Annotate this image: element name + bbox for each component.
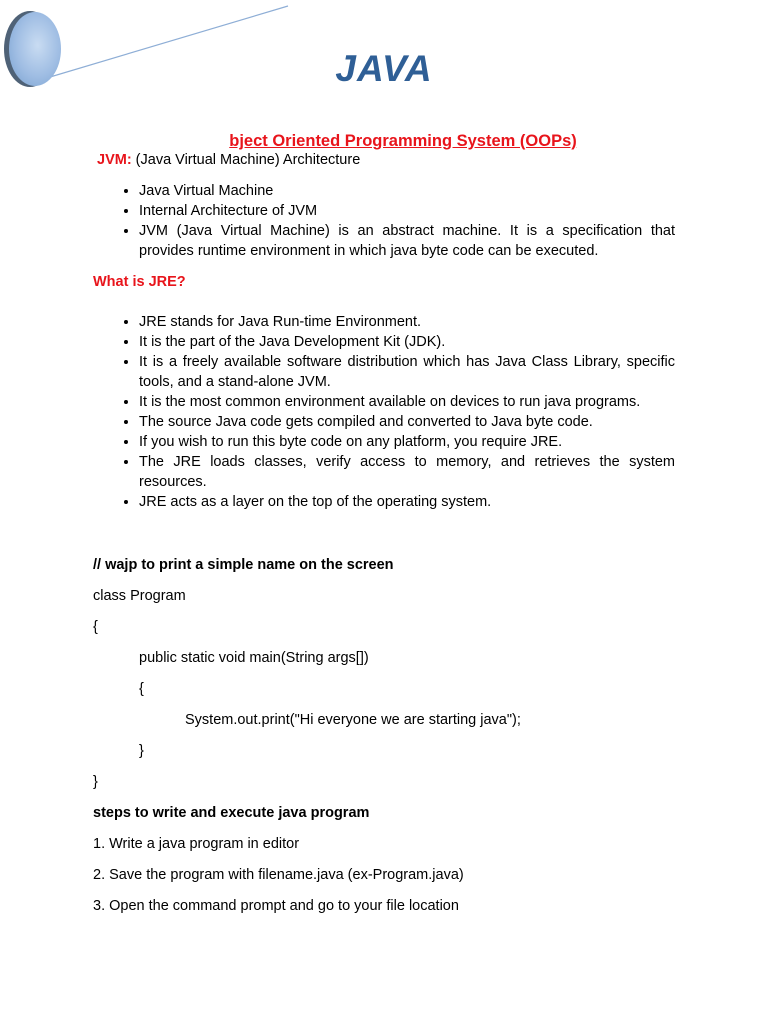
- list-item: • JVM (Java Virtual Machine) is an abstract machine. It is a specification that provides runtime environment in which java byte code can be executed.: [139, 221, 675, 261]
- document-title: JAVA: [335, 48, 433, 89]
- code-line: }: [139, 743, 144, 759]
- step-item: 1. Write a java program in editor: [93, 836, 300, 852]
- document-body: [93, 150, 675, 916]
- section-heading: bject Oriented Programming System (OOPs): [229, 132, 577, 150]
- list-item: • It is the most common environment available on devices to run java programs.: [139, 392, 675, 412]
- jre-bullet-list: [93, 312, 675, 512]
- list-item: • The JRE loads classes, verify access to memory, and retrieves the system resources.: [139, 452, 675, 492]
- list-item: • The source Java code gets compiled and converted to Java byte code.: [139, 412, 675, 432]
- jre-heading: What is JRE?: [93, 274, 186, 290]
- code-line: System.out.print("Hi everyone we are starting java");: [185, 712, 521, 728]
- list-item: • Java Virtual Machine: [139, 181, 675, 201]
- code-comment: // wajp to print a simple name on the screen: [93, 557, 394, 573]
- step-item: 2. Save the program with filename.java (ex-Program.java): [93, 867, 464, 883]
- jvm-label: JVM:: [97, 152, 132, 168]
- list-item: • Internal Architecture of JVM: [139, 201, 675, 221]
- code-line: {: [93, 619, 98, 635]
- code-line: {: [139, 681, 144, 697]
- list-item: • It is the part of the Java Development Kit (JDK).: [139, 332, 675, 352]
- jvm-bullet-list: [93, 181, 675, 261]
- list-item: • JRE stands for Java Run-time Environment.: [139, 312, 675, 332]
- list-item: • JRE acts as a layer on the top of the operating system.: [139, 492, 675, 512]
- steps-heading: steps to write and execute java program: [93, 805, 370, 821]
- code-line: public static void main(String args[]): [139, 650, 369, 666]
- code-line: class Program: [93, 588, 186, 604]
- list-item: • It is a freely available software distribution which has Java Class Library, specific tools, and a stand-alone JVM.: [139, 352, 675, 392]
- jvm-line: [93, 150, 675, 170]
- step-item: 3. Open the command prompt and go to your file location: [93, 898, 459, 914]
- list-item: • If you wish to run this byte code on any platform, you require JRE.: [139, 432, 675, 452]
- jvm-text: (Java Virtual Machine) Architecture: [131, 152, 361, 168]
- code-line: }: [93, 774, 98, 790]
